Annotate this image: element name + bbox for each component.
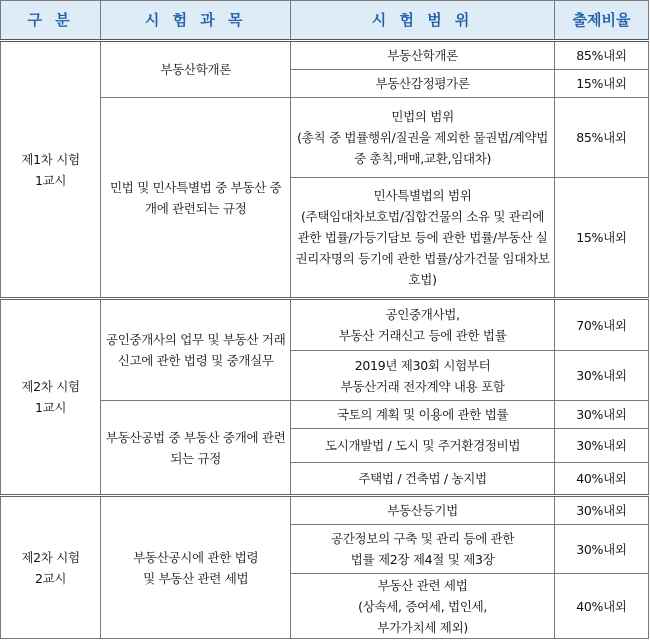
rate-value: 40%내외	[554, 574, 648, 639]
subject-name: 부동산학개론	[101, 41, 291, 98]
header-category: 구 분	[1, 1, 101, 41]
rate-value: 85%내외	[554, 98, 648, 178]
rate-value: 30%내외	[554, 351, 648, 401]
scope-text: 부동산 관련 세법 (상속세, 증여세, 법인세, 부가가치세 제외)	[291, 574, 555, 639]
rate-value: 30%내외	[554, 496, 648, 525]
rate-value: 30%내외	[554, 401, 648, 429]
scope-text: 도시개발법 / 도시 및 주거환경정비법	[291, 429, 555, 463]
rate-value: 30%내외	[554, 525, 648, 574]
rate-value: 85%내외	[554, 41, 648, 70]
subject-name: 민법 및 민사특별법 중 부동산 중개에 관련되는 규정	[101, 98, 291, 299]
rate-value: 15%내외	[554, 178, 648, 299]
table-row	[1, 41, 649, 70]
stage-name: 제1차 시험 1교시	[1, 41, 101, 299]
header-subject: 시 험 과 목	[101, 1, 291, 41]
table-header-row	[1, 1, 649, 41]
scope-text: 주택법 / 건축법 / 농지법	[291, 463, 555, 496]
rate-value: 30%내외	[554, 429, 648, 463]
scope-text: 민법의 범위 (총칙 중 법률행위/질권을 제외한 물권법/계약법 중 총칙,매매,교환,임대차)	[291, 98, 555, 178]
scope-text: 국토의 계획 및 이용에 관한 법률	[291, 401, 555, 429]
scope-text: 부동산등기법	[291, 496, 555, 525]
header-scope: 시 험 범 위	[291, 1, 555, 41]
rate-value: 40%내외	[554, 463, 648, 496]
subject-name: 부동산공시에 관한 법령 및 부동산 관련 세법	[101, 496, 291, 639]
scope-text: 공간정보의 구축 및 관리 등에 관한 법률 제2장 제4절 및 제3장	[291, 525, 555, 574]
scope-text: 부동산학개론	[291, 41, 555, 70]
subject-name: 부동산공법 중 부동산 중개에 관련되는 규정	[101, 401, 291, 496]
table-body	[1, 41, 649, 639]
table-row	[1, 496, 649, 525]
subject-name: 공인중개사의 업무 및 부동산 거래신고에 관한 법령 및 중개실무	[101, 299, 291, 401]
rate-value: 15%내외	[554, 70, 648, 98]
rate-value: 70%내외	[554, 299, 648, 351]
stage-name: 제2차 시험 1교시	[1, 299, 101, 496]
stage-name: 제2차 시험 2교시	[1, 496, 101, 639]
header-rate: 출제비율	[554, 1, 648, 41]
scope-text: 부동산감정평가론	[291, 70, 555, 98]
scope-text: 2019년 제30회 시험부터 부동산거래 전자계약 내용 포함	[291, 351, 555, 401]
scope-text: 민사특별법의 범위 (주택임대차보호법/집합건물의 소유 및 관리에 관한 법률/가등기담보 등에 관한 법률/부동산 실권리자명의 등기에 관한 법률/상가건물 임대차보호법)	[291, 178, 555, 299]
table-row	[1, 299, 649, 351]
scope-text: 공인중개사법, 부동산 거래신고 등에 관한 법률	[291, 299, 555, 351]
